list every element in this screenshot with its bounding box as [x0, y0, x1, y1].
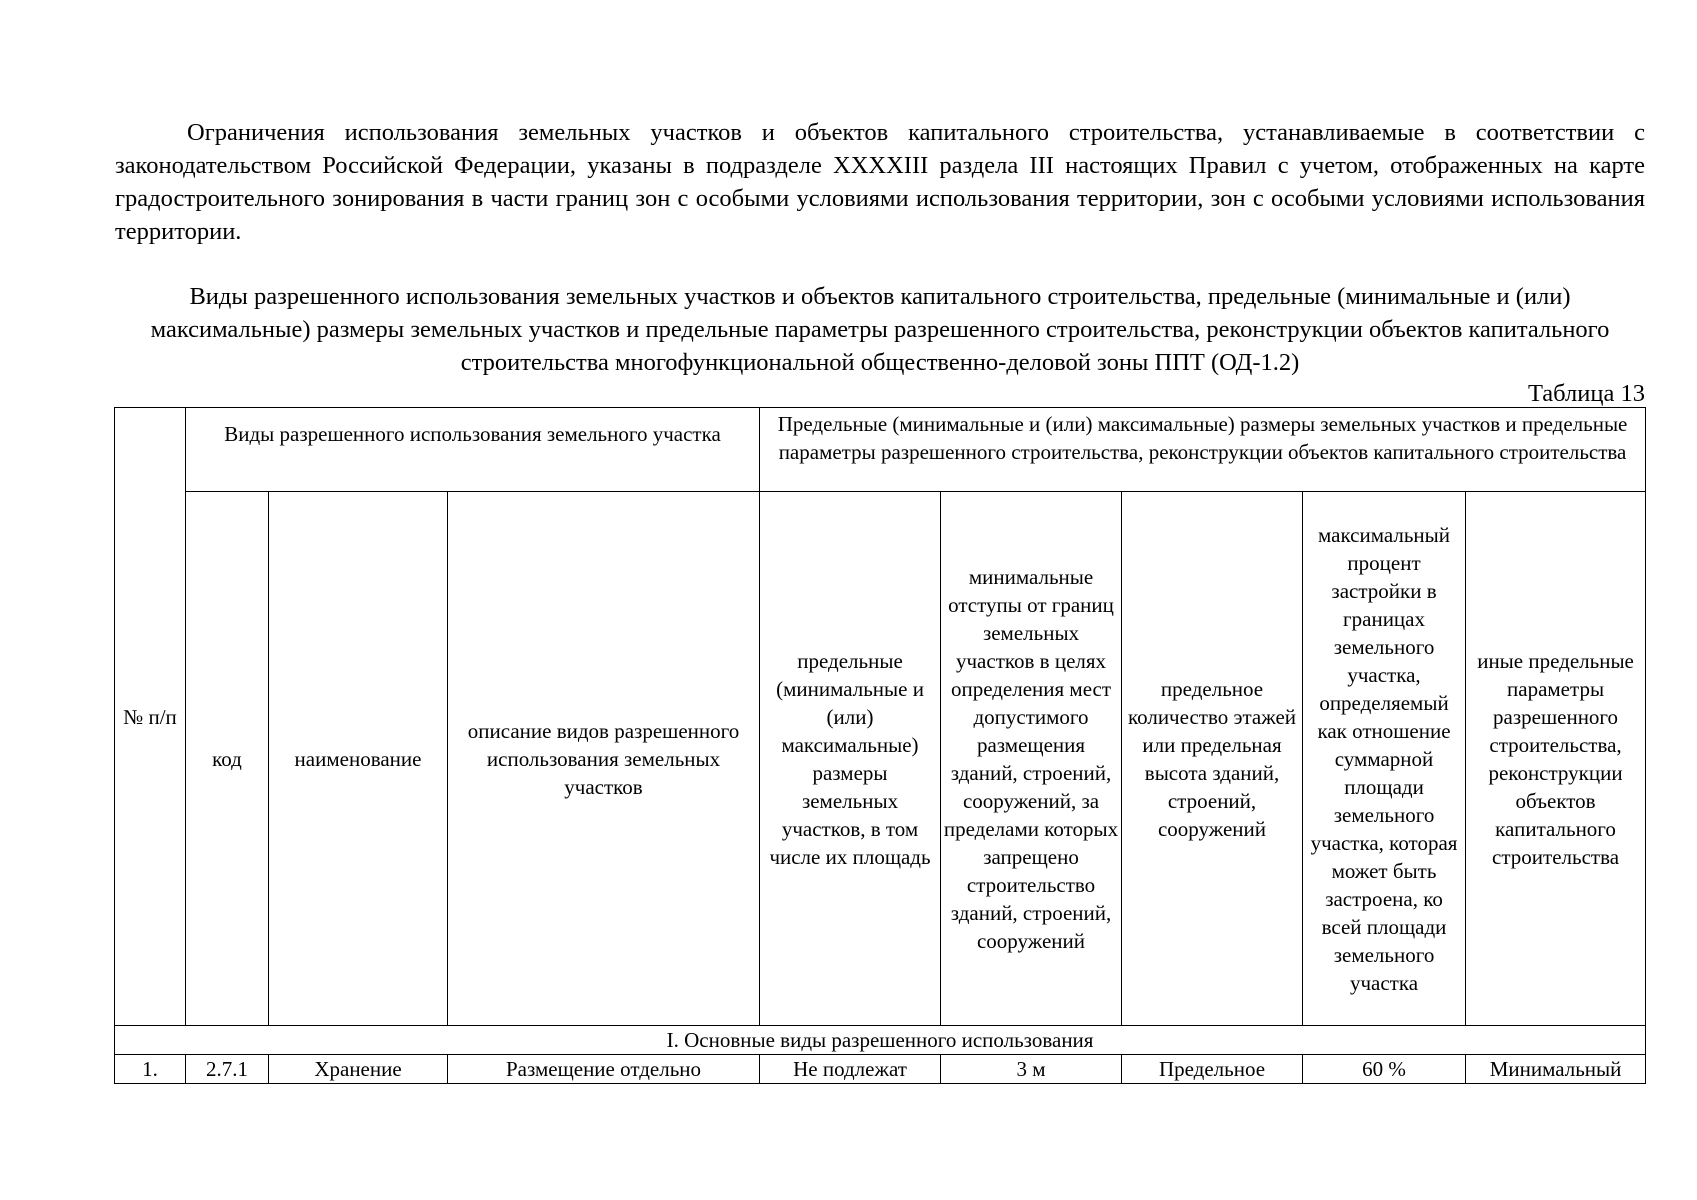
- header-other: иные предельные параметры разрешенного строительства, реконструкции объектов капитального строительства: [1466, 492, 1646, 1026]
- header-group-limits: Предельные (минимальные и (или) максимальные) размеры земельных участков и предельные параметры разрешенного строительства, реконструкции объектов капитального строительства: [760, 408, 1646, 492]
- header-coverage: максимальный процент застройки в границах земельного участка, определяемый как отношение суммарной площади земельного участка, которая может быть застроена, ко всей площади земельного участка: [1303, 492, 1466, 1026]
- cell-setbacks: 3 м: [941, 1055, 1122, 1084]
- land-use-table: [114, 407, 1646, 1084]
- header-description: описание видов разрешенного использования земельных участков: [448, 492, 760, 1026]
- cell-code: 2.7.1: [186, 1055, 269, 1084]
- table-title: Виды разрешенного использования земельных участков и объектов капитального строительства, предельные (минимальные и (или) максимальные) размеры земельных участков и предельные параметры разрешенного строительства, реконструкции объектов капитального строительства многофункциональной общественно-деловой зоны ППТ (ОД-1.2): [150, 283, 1610, 376]
- cell-num: 1.: [115, 1055, 186, 1084]
- header-code: код: [186, 492, 269, 1026]
- section-title: I. Основные виды разрешенного использования: [115, 1026, 1646, 1055]
- cell-description: Размещение отдельно: [448, 1055, 760, 1084]
- header-group-types: Виды разрешенного использования земельного участка: [186, 408, 760, 492]
- section-row: [115, 1026, 1646, 1055]
- cell-other: Минимальный: [1466, 1055, 1646, 1084]
- header-floors: предельное количество этажей или предельная высота зданий, строений, сооружений: [1122, 492, 1303, 1026]
- table-row: [115, 1055, 1646, 1084]
- header-sizes: предельные (минимальные и (или) максимальные) размеры земельных участков, в том числе их площадь: [760, 492, 941, 1026]
- header-num: № п/п: [115, 408, 186, 1026]
- cell-floors: Предельное: [1122, 1055, 1303, 1084]
- table-header-row-1: [115, 408, 1646, 492]
- header-setbacks: минимальные отступы от границ земельных участков в целях определения мест допустимого размещения зданий, строений, сооружений, за пределами которых запрещено строительство зданий, строений, сооружений: [941, 492, 1122, 1026]
- table-header-row-2: [115, 492, 1646, 1026]
- intro-paragraph: Ограничения использования земельных участков и объектов капитального строительства, устанавливаемые в соответствии с законодательством Российской Федерации, указаны в подразделе XXXXIII раздела III настоящих Правил с учетом, отображенных на карте градостроительного зонирования в части границ зон с особыми условиями использования территории, зон с особыми условиями использования территории.: [115, 119, 1645, 245]
- cell-name: Хранение: [269, 1055, 448, 1084]
- table-number: Таблица 13: [1527, 380, 1645, 407]
- header-name: наименование: [269, 492, 448, 1026]
- cell-coverage: 60 %: [1303, 1055, 1466, 1084]
- cell-sizes: Не подлежат: [760, 1055, 941, 1084]
